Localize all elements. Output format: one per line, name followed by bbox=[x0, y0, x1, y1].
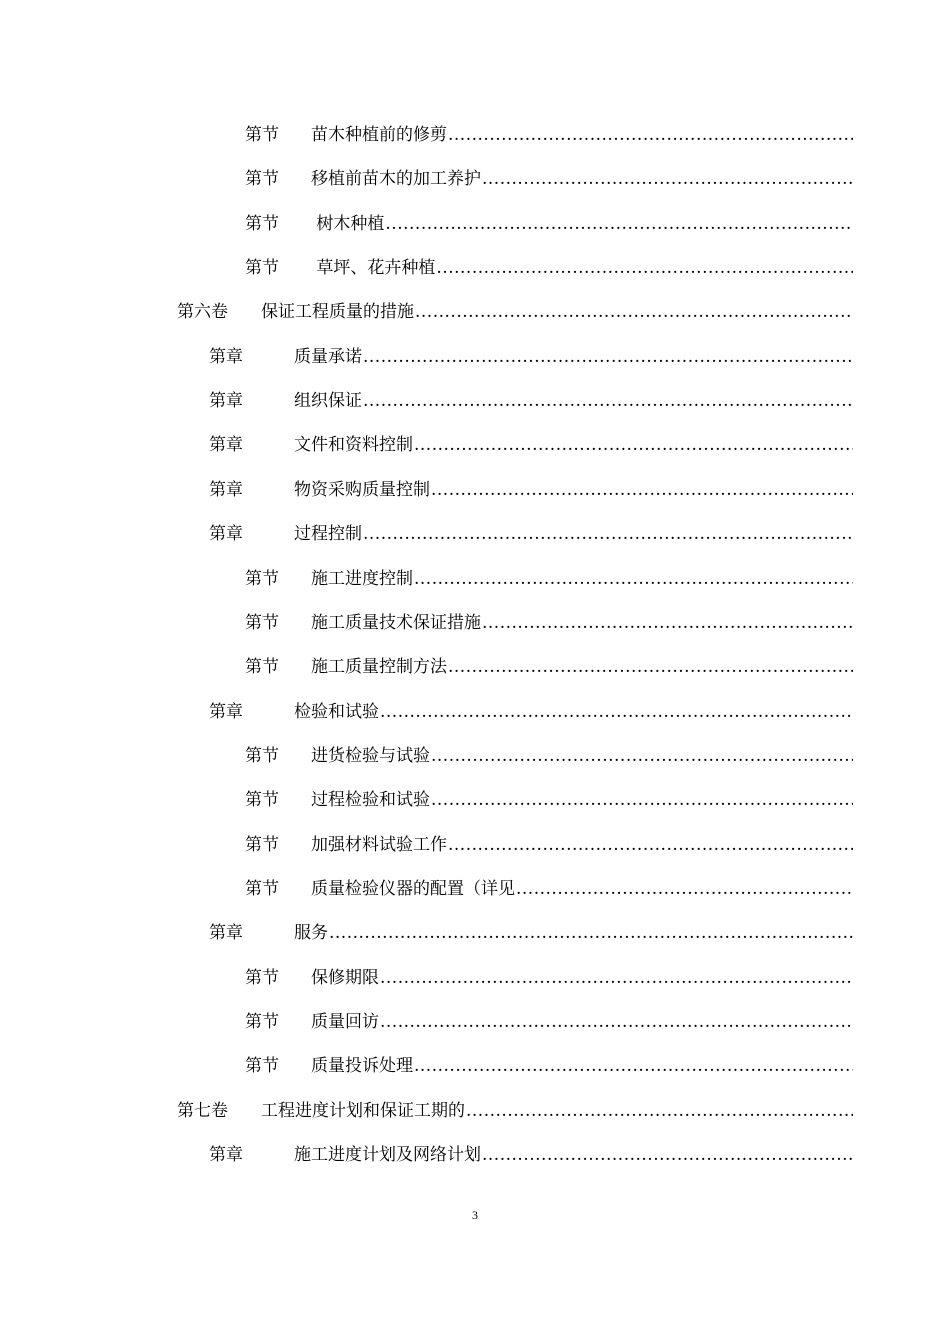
toc-entry-label: 第七卷 bbox=[177, 1100, 228, 1121]
toc-entry bbox=[209, 430, 853, 460]
toc-entry-title: 质量投诉处理 bbox=[311, 1056, 413, 1077]
toc-entry-title: 苗木种植前的修剪 bbox=[311, 125, 447, 145]
toc-entry bbox=[245, 253, 853, 283]
toc-entry bbox=[209, 918, 853, 948]
toc-entry bbox=[245, 874, 853, 904]
toc-leader-dots bbox=[414, 1051, 853, 1081]
toc-entry bbox=[245, 1051, 853, 1081]
toc-entry-label: 第节 bbox=[245, 745, 279, 766]
toc-entry-title: 施工质量技术保证措施 bbox=[311, 612, 481, 633]
toc-entry-title: 质量承诺 bbox=[294, 346, 362, 367]
toc-entry bbox=[245, 564, 853, 594]
toc-entry-title: 树木种植 bbox=[311, 213, 385, 234]
toc-entry-title: 组织保证 bbox=[294, 391, 362, 412]
toc-entry bbox=[209, 342, 853, 372]
toc-entry-label: 第节 bbox=[245, 878, 279, 899]
toc-entry-title: 保证工程质量的措施 bbox=[261, 302, 414, 323]
toc-leader-dots bbox=[431, 785, 853, 815]
toc-entry-title: 文件和资料控制 bbox=[294, 435, 413, 456]
toc-entry bbox=[245, 608, 853, 638]
toc-leader-dots bbox=[482, 164, 853, 194]
toc-leader-dots bbox=[466, 1096, 853, 1126]
toc-entry-title: 物资采购质量控制 bbox=[294, 479, 430, 500]
toc-entry-title: 工程进度计划和保证工期的 bbox=[261, 1100, 465, 1121]
toc-entry bbox=[245, 164, 853, 194]
toc-entry-label: 第章 bbox=[209, 701, 243, 722]
toc-entry bbox=[209, 1140, 853, 1170]
toc-leader-dots bbox=[363, 519, 853, 549]
toc-entry bbox=[245, 209, 853, 239]
toc-leader-dots bbox=[329, 918, 853, 948]
toc-entry-label: 第节 bbox=[245, 790, 279, 811]
toc-entry bbox=[245, 963, 853, 993]
toc-entry-title: 检验和试验 bbox=[294, 701, 379, 722]
toc-leader-dots bbox=[448, 830, 853, 860]
toc-entry-title: 质量检验仪器的配置（详见 bbox=[311, 878, 515, 899]
toc-entry-label: 第节 bbox=[245, 612, 279, 633]
toc-entry-label: 第节 bbox=[245, 169, 279, 190]
toc-entry bbox=[245, 741, 853, 771]
toc-entry-title: 草坪、花卉种植 bbox=[311, 258, 436, 279]
toc-entry-label: 第章 bbox=[209, 479, 243, 500]
toc-leader-dots bbox=[448, 652, 853, 682]
toc-entry-label: 第章 bbox=[209, 346, 243, 367]
toc-leader-dots bbox=[431, 741, 853, 771]
toc-leader-dots bbox=[448, 120, 853, 150]
toc-entry-label: 第章 bbox=[209, 391, 243, 412]
toc-entry bbox=[209, 697, 853, 727]
toc-entry-label: 第章 bbox=[209, 923, 243, 944]
toc-leader-dots bbox=[431, 475, 853, 505]
toc-entry-label: 第节 bbox=[245, 1056, 279, 1077]
toc-leader-dots bbox=[482, 608, 853, 638]
toc-entry-label: 第节 bbox=[245, 213, 279, 234]
toc-leader-dots bbox=[414, 430, 853, 460]
toc-leader-dots bbox=[385, 209, 853, 239]
toc-leader-dots bbox=[414, 564, 853, 594]
toc-entry-title: 加强材料试验工作 bbox=[311, 834, 447, 855]
toc-entry bbox=[177, 1096, 853, 1126]
toc-entry-title: 过程控制 bbox=[294, 524, 362, 545]
toc-entry-title: 进货检验与试验 bbox=[311, 745, 430, 766]
toc-leader-dots bbox=[380, 697, 853, 727]
toc-leader-dots bbox=[436, 253, 853, 283]
toc-entry-title: 施工进度计划及网络计划 bbox=[294, 1145, 481, 1166]
toc-leader-dots bbox=[516, 874, 853, 904]
toc-leader-dots bbox=[415, 297, 853, 327]
toc-leader-dots bbox=[380, 1007, 853, 1037]
toc-leader-dots bbox=[482, 1140, 853, 1170]
toc-entry-label: 第节 bbox=[245, 258, 279, 279]
toc-entry-title: 保修期限 bbox=[311, 967, 379, 988]
toc-entry bbox=[245, 785, 853, 815]
toc-entry bbox=[245, 830, 853, 860]
toc-entry bbox=[245, 1007, 853, 1037]
toc-leader-dots bbox=[363, 386, 853, 416]
toc-entry-label: 第节 bbox=[245, 568, 279, 589]
toc-entry-label: 第节 bbox=[245, 1012, 279, 1032]
toc-entry-label: 第节 bbox=[245, 657, 279, 678]
page-number: 3 bbox=[472, 1208, 478, 1222]
toc-entry-title: 质量回访 bbox=[311, 1012, 379, 1032]
toc-entry-label: 第章 bbox=[209, 1145, 243, 1166]
toc-entry bbox=[209, 519, 853, 549]
toc-entry-label: 第章 bbox=[209, 435, 243, 456]
toc-entry-label: 第节 bbox=[245, 967, 279, 988]
toc-entry bbox=[245, 652, 853, 682]
toc-entry-title: 服务 bbox=[294, 923, 328, 944]
toc-entry bbox=[177, 297, 853, 327]
toc-entry-title: 施工进度控制 bbox=[311, 568, 413, 589]
toc-entry-title: 过程检验和试验 bbox=[311, 790, 430, 811]
toc-leader-dots bbox=[363, 342, 853, 372]
toc-entry bbox=[209, 386, 853, 416]
toc-entry bbox=[245, 120, 853, 150]
toc-entry-title: 施工质量控制方法 bbox=[311, 657, 447, 678]
toc-entry bbox=[209, 475, 853, 505]
toc-entry-label: 第节 bbox=[245, 125, 279, 145]
toc-leader-dots bbox=[380, 963, 853, 993]
toc-entry-label: 第节 bbox=[245, 834, 279, 855]
toc-entry-label: 第章 bbox=[209, 524, 243, 545]
toc-entry-label: 第六卷 bbox=[177, 302, 228, 323]
toc-entry-title: 移植前苗木的加工养护 bbox=[311, 169, 481, 190]
